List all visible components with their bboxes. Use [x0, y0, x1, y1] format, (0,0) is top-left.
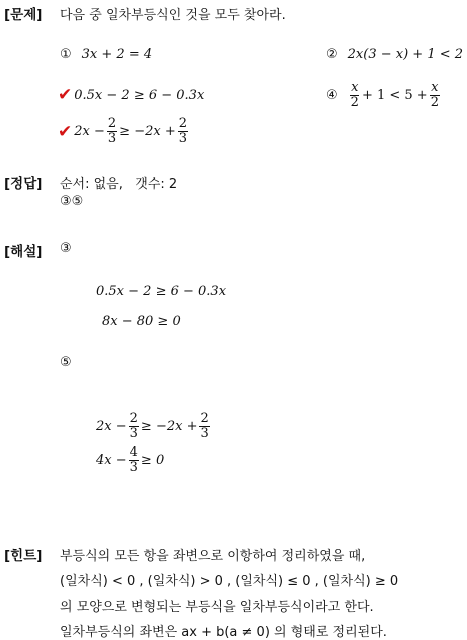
- explanation-5-marker: ⑤: [60, 355, 72, 370]
- option-4-middle: + 1 < 5 +: [361, 88, 428, 104]
- problem-instruction: 다음 중 일차부등식인 것을 모두 찾아라.: [60, 8, 286, 23]
- option-4: [326, 81, 442, 111]
- explanation-5-line-1: 2x − $\frac{2}{3}$ ≥ −2x + $\frac{2}{3}$: [96, 411, 209, 442]
- option-5-fraction-1: $\frac{2}{3}$: [107, 116, 117, 147]
- hint-line-2: (일차식) < 0 , (일차식) > 0 , (일차식) ≤ 0 , (일차식) ≥ 0: [60, 574, 399, 589]
- option-2-expr: 2x(3 − x) + 1 < 2: [347, 47, 464, 62]
- option-5-part-b: ≥ −2x +: [119, 124, 176, 140]
- answer-line-2: ③⑤: [60, 194, 84, 209]
- problem-label: [문제]: [4, 7, 43, 23]
- hint-line-4: 일차부등식의 좌변은 ax + b(a ≠ 0) 의 형태로 정리된다.: [60, 625, 387, 640]
- option-1: [60, 47, 152, 62]
- check-icon: ✔: [58, 121, 73, 142]
- hint-label: [힌트]: [4, 548, 43, 564]
- explanation-3-line-2: 8x − 80 ≥ 0: [102, 314, 181, 329]
- hint-line-1: 부등식의 모든 항을 좌변으로 이항하여 정리하였을 때,: [60, 549, 366, 564]
- option-4-fraction-right: $\frac{x}{2}$: [430, 80, 439, 111]
- option-5: [58, 117, 190, 147]
- check-icon: ✔: [58, 85, 73, 105]
- answer-line-1: 순서: 없음, 갯수: 2: [60, 177, 178, 192]
- hint-line-3: 의 모양으로 변형되는 부등식을 일차부등식이라고 한다.: [60, 600, 374, 615]
- explanation-5-line-2: 4x − $\frac{4}{3}$ ≥ 0: [96, 445, 165, 476]
- option-1-expr: 3x + 2 = 4: [81, 47, 153, 62]
- explanation-5-fraction-2: $\frac{2}{3}$: [200, 411, 209, 442]
- explanation-label: [해설]: [4, 244, 43, 260]
- option-4-marker: ④: [326, 88, 338, 104]
- answer-label: [정답]: [4, 176, 43, 192]
- option-1-marker: ①: [60, 47, 72, 62]
- explanation-3-marker: ③: [60, 241, 72, 256]
- explanation-5-fraction-3: $\frac{4}{3}$: [129, 445, 138, 476]
- option-4-fraction-left: $\frac{x}{2}$: [350, 80, 359, 111]
- option-2: [326, 47, 463, 62]
- explanation-3-line-1: 0.5x − 2 ≥ 6 − 0.3x: [96, 284, 227, 299]
- option-3-expr: 0.5x − 2 ≥ 6 − 0.3x: [74, 87, 205, 103]
- option-5-part-a: 2x −: [74, 124, 105, 140]
- explanation-5-fraction-1: $\frac{2}{3}$: [129, 411, 138, 442]
- option-3: [58, 85, 204, 105]
- option-2-marker: ②: [326, 47, 338, 62]
- option-5-fraction-2: $\frac{2}{3}$: [178, 116, 187, 147]
